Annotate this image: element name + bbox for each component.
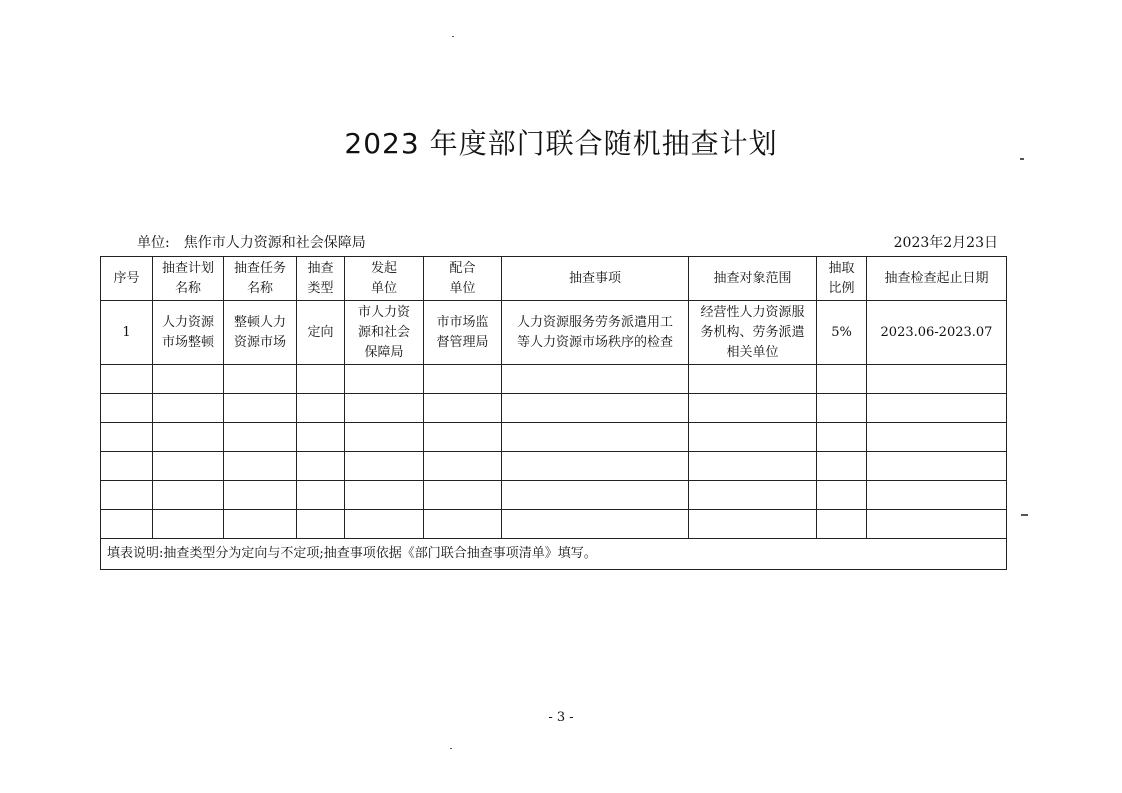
cell-plan-name: 人力资源 市场整顿: [153, 301, 224, 365]
inspection-plan-table: [100, 256, 1007, 570]
scan-speck: [452, 36, 454, 37]
table-note-row: [101, 539, 1007, 570]
scan-speck: [1021, 514, 1028, 516]
cell-scope: 经营性人力资源服 务机构、劳务派遣 相关单位: [689, 301, 817, 365]
table-row-empty: [101, 423, 1007, 452]
header-ratio: 抽取 比例: [817, 257, 867, 301]
unit-line: [137, 232, 366, 252]
table-row-empty: [101, 510, 1007, 539]
table-row: [101, 301, 1007, 365]
header-type: 抽查 类型: [297, 257, 345, 301]
header-task-name: 抽查任务 名称: [224, 257, 297, 301]
cell-type: 定向: [297, 301, 345, 365]
header-period: 抽查检查起止日期: [867, 257, 1007, 301]
header-scope: 抽查对象范围: [689, 257, 817, 301]
header-initiator: 发起 单位: [345, 257, 424, 301]
cell-ratio: 5%: [817, 301, 867, 365]
unit-value: 焦作市人力资源和社会保障局: [183, 235, 366, 251]
page-number: - 3 -: [548, 710, 574, 725]
header-partner: 配合 单位: [424, 257, 502, 301]
cell-partner: 市市场监 督管理局: [424, 301, 502, 365]
scan-speck: [450, 748, 452, 749]
table-row-empty: [101, 452, 1007, 481]
cell-initiator: 市人力资 源和社会 保障局: [345, 301, 424, 365]
cell-task-name: 整顿人力 资源市场: [224, 301, 297, 365]
header-plan-name: 抽查计划 名称: [153, 257, 224, 301]
table-row-empty: [101, 365, 1007, 394]
table-row-empty: [101, 394, 1007, 423]
header-item: 抽查事项: [502, 257, 689, 301]
document-title: 2023 年度部门联合随机抽查计划: [344, 127, 778, 160]
table-header-row: [101, 257, 1007, 301]
table-row-empty: [101, 481, 1007, 510]
filling-instructions: 填表说明:抽查类型分为定向与不定项;抽查事项依据《部门联合抽查事项清单》填写。: [101, 539, 1007, 570]
cell-period: 2023.06-2023.07: [867, 301, 1007, 365]
scan-speck: [1020, 158, 1024, 160]
cell-item: 人力资源服务劳务派遣用工 等人力资源市场秩序的检查: [502, 301, 689, 365]
cell-index: 1: [101, 301, 153, 365]
unit-label: 单位:: [137, 235, 170, 251]
header-index: 序号: [101, 257, 153, 301]
document-date: 2023年2月23日: [893, 235, 998, 251]
